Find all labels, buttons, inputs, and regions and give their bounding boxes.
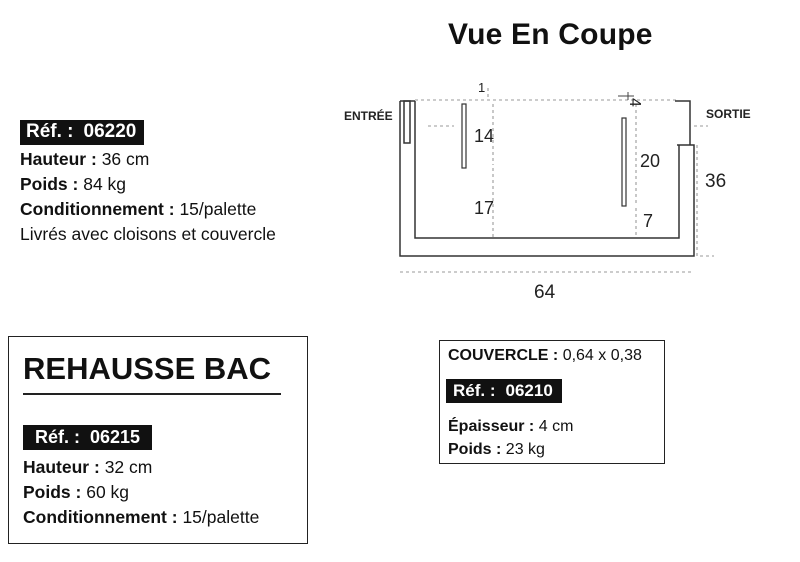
dim-bottom-left: 17 [474,198,495,218]
couvercle-ref-value: 06210 [505,381,553,400]
inlet-baffle [462,104,466,168]
rehausse-height: Hauteur : 32 cm [23,457,153,477]
outlet-baffle [622,118,626,206]
rehausse-ref: Réf. : 06215 [23,425,152,450]
dim-bottom-right: 7 [643,211,654,231]
dim-inlet-height: 14 [474,126,495,146]
rehausse-weight: Poids : 60 kg [23,482,130,502]
dim-lid: 4 [626,98,643,107]
rehausse-title-rule [23,393,281,395]
outlet-box [675,101,690,145]
couvercle-box [439,340,665,464]
sortie-label: SORTIE [706,107,751,121]
dim-total-height: 36 [705,171,727,192]
rehausse-ref-value: 06215 [90,427,141,447]
dim-width: 64 [534,282,556,303]
rehausse-box [8,336,308,544]
couvercle-size: COUVERCLE : 0,64 x 0,38 [448,347,642,364]
product-main-info [20,120,276,247]
product-main-ref: Réf. : 06220 [20,120,144,145]
couvercle-ref: Réf. : 06210 [446,379,562,403]
rehausse-title: REHAUSSE BAC [23,351,272,386]
product-main-weight: Poids : 84 kg [20,174,127,194]
rehausse-packaging: Conditionnement : 15/palette [23,507,260,527]
inlet-plate [404,101,410,143]
product-main-note: Livrés avec cloisons et couvercle [20,224,276,244]
tank-outer-wall [400,101,694,256]
product-main-ref-value: 06220 [83,121,137,142]
diagram-title: Vue En Coupe [448,18,653,51]
product-main-height: Hauteur : 36 cm [20,149,150,169]
product-main-packaging: Conditionnement : 15/palette [20,199,257,219]
dim-top-gap: 1 [478,80,486,95]
couvercle-thickness: Épaisseur : 4 cm [448,418,574,435]
entree-label: ENTRÉE [344,109,393,123]
dim-outlet-height: 20 [640,151,661,171]
couvercle-weight: Poids : 23 kg [448,441,545,458]
